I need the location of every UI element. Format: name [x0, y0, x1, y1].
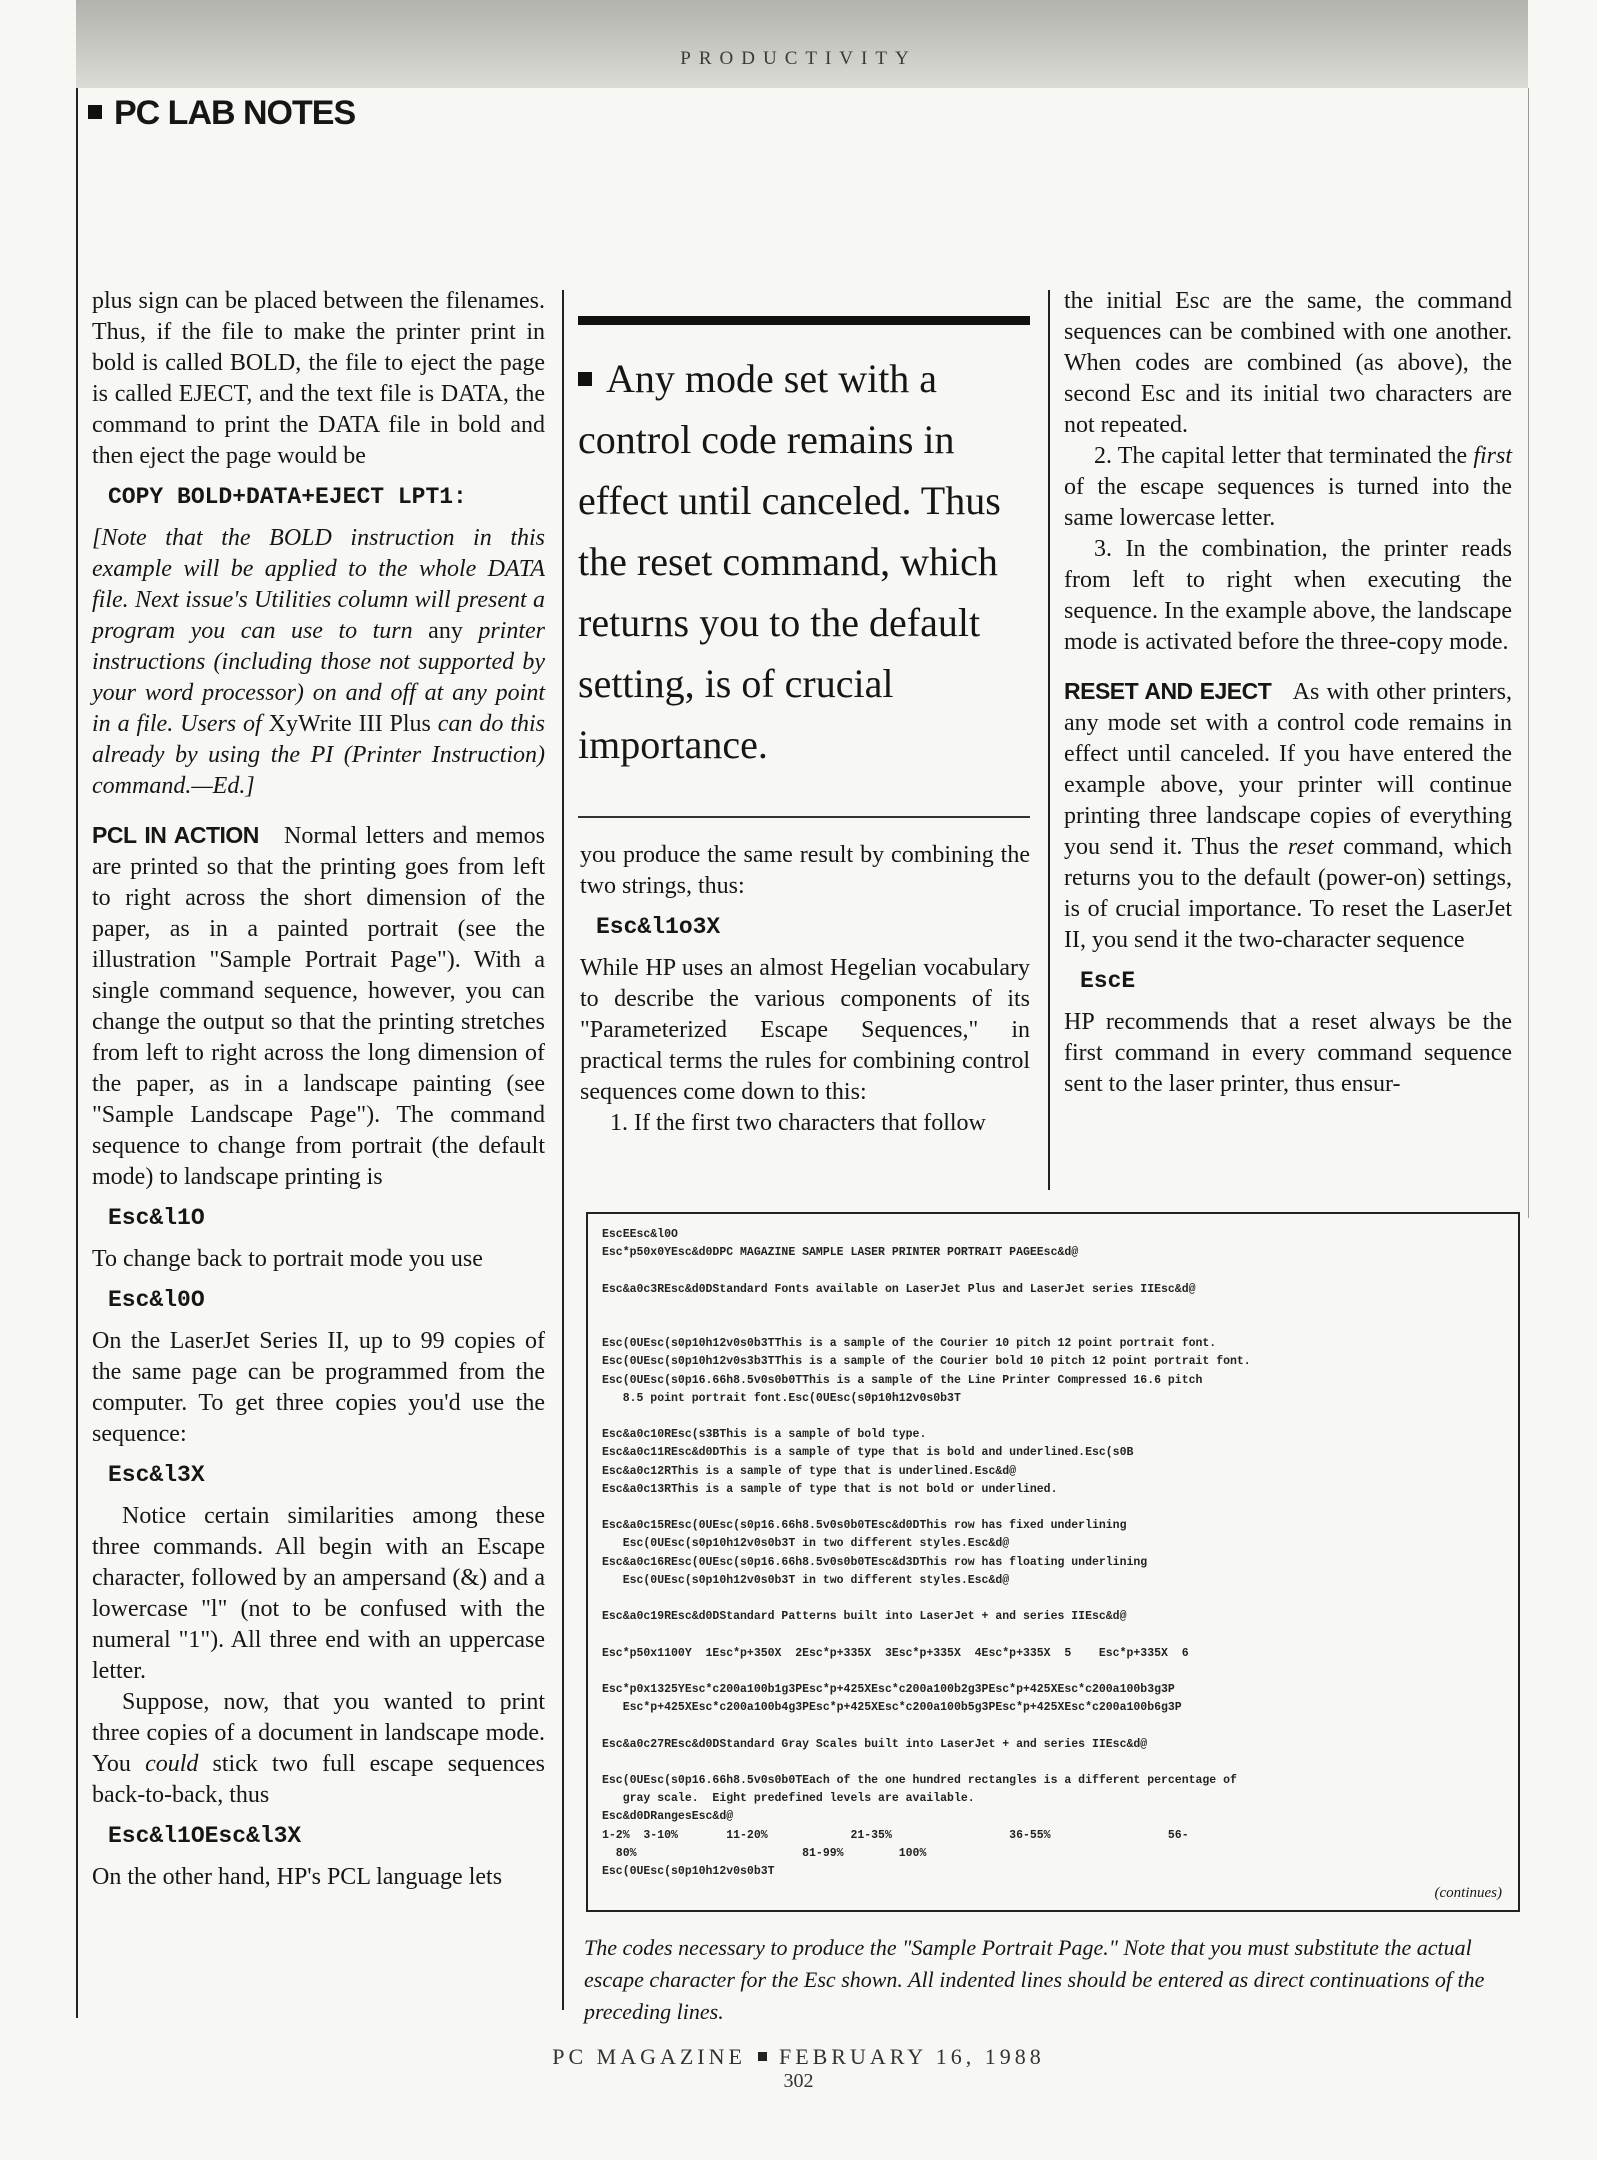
continues-label: (continues) — [1434, 1885, 1502, 1901]
code-listing-line: Esc&d0DRangesEsc&d@ — [602, 1810, 734, 1824]
pullquote-text: Any mode set with a control code remains in effect until canceled. Thus the reset command, which returns you to the default setting, is of crucial importance. — [578, 356, 1001, 767]
code-listing-line: Esc(0UEsc(s0p10h12v0s0b3T in two different styles.Esc&d@ — [602, 1573, 1010, 1587]
paragraph: you produce the same result by combining the two strings, thus: — [580, 842, 1030, 899]
code-listing-line: 1-2% 3-10% 11-20% 21-35% 36-55% 56- — [602, 1828, 1189, 1842]
left-margin-rule — [76, 88, 78, 2018]
paragraph: 3. In the combination, the printer reads from left to right when executing the sequence. In the example above, the landscape mode is activated before the three-copy mode. — [1064, 536, 1512, 655]
magazine-name: PC MAGAZINE — [552, 2044, 746, 2069]
paragraph: plus sign can be placed between the filenames. Thus, if the file to make the printer print in bold is called BOLD, the file to eject the page is called EJECT, and the text file is DATA, the command to print the DATA file in bold and then eject the page would be — [92, 288, 545, 469]
code-sample: Esc&l1OEsc&l3X — [108, 1823, 302, 1849]
code-listing-line: Esc(0UEsc(s0p10h12v0s3b3TThis is a sample of the Courier bold 10 pitch 12 point portrait font. — [602, 1355, 1251, 1369]
article-column-2 — [580, 840, 1030, 1139]
code-listing-line: Esc&a0c15REsc(0UEsc(s0p16.66h8.5v0s0b0TEsc&d0DThis row has fixed underlining — [602, 1519, 1127, 1533]
code-listing-figure — [586, 1212, 1520, 1912]
page-number: 302 — [783, 2070, 814, 2092]
editor-note: [Note that the BOLD instruction in this example will be applied to the whole DATA file. Next issue's Utilities column will present a program you can use to turn any printer instructions (including those not supported by your word processor) on and off at any point in a file. Users of XyWrite III Plus can do this already by using the PI (Printer Instruction) command.—Ed.] — [92, 525, 546, 799]
paragraph: HP recommends that a reset always be the first command in every command sequence sent to the laser printer, thus ensur- — [1064, 1009, 1512, 1097]
code-listing — [602, 1228, 1506, 1888]
paragraph: 2. The capital letter that terminated the first of the escape sequences is turned into the same lowercase letter. — [1064, 443, 1513, 531]
code-sample: EscE — [1080, 968, 1136, 994]
code-sample: Esc&l3X — [108, 1462, 205, 1488]
paragraph: the initial Esc are the same, the command sequences can be combined with one another. When codes are combined (as above), the second Esc and its initial two characters are not repeated. — [1064, 288, 1512, 438]
bullet-square-icon — [758, 2052, 767, 2061]
code-listing-line: Esc*p0x1325YEsc*c200a100b1g3PEsc*p+425XEsc*c200a100b2g3PEsc*p+425XEsc*c200a100b3g3P — [602, 1683, 1175, 1696]
column-divider-2 — [1048, 290, 1050, 1190]
right-margin-rule — [1528, 88, 1529, 1218]
code-sample: COPY BOLD+DATA+EJECT LPT1: — [108, 484, 467, 510]
code-listing-line: Esc(0UEsc(s0p16.66h8.5v0s0b0TThis is a sample of the Line Printer Compressed 16.6 pitch — [602, 1373, 1203, 1387]
figure-caption: The codes necessary to produce the "Sample Portrait Page." Note that you must substitute the actual escape character for the Esc shown. All indented lines should be entered as direct continuations of the preceding lines. — [584, 1935, 1485, 2024]
page-footer — [0, 2044, 1597, 2070]
code-listing-line: gray scale. Eight predefined levels are available. — [602, 1792, 975, 1806]
paragraph: To change back to portrait mode you use — [92, 1246, 483, 1272]
section-heading: PCL IN ACTION — [92, 822, 259, 848]
bullet-square-icon — [578, 372, 592, 386]
code-listing-line: Esc&a0c16REsc(0UEsc(s0p16.66h8.5v0s0b0TEsc&d3DThis row has floating underlining — [602, 1555, 1148, 1569]
code-listing-line: Esc(0UEsc(s0p10h12v0s0b3TThis is a sample of the Courier 10 pitch 12 point portrait font. — [602, 1337, 1217, 1351]
bullet-square-icon — [88, 105, 102, 119]
paragraph: On the other hand, HP's PCL language lets — [92, 1864, 503, 1890]
code-listing-line: Esc(0UEsc(s0p10h12v0s0b3T in two different styles.Esc&d@ — [602, 1537, 1010, 1551]
code-listing-line: Esc*p50x1100Y 1Esc*p+350X 2Esc*p+335X 3Esc*p+335X 4Esc*p+335X 5 Esc*p+335X 6 — [602, 1646, 1189, 1660]
paragraph: While HP uses an almost Hegelian vocabulary to describe the various components of its "Parameterized Escape Sequences," in practical terms the rules for combining control sequences come down to this: — [580, 955, 1030, 1105]
pullquote-rule-bottom — [578, 816, 1030, 818]
code-sample: Esc&l1o3X — [596, 914, 721, 940]
column-title — [88, 94, 355, 133]
code-listing-line: Esc&a0c10REsc(s3BThis is a sample of bold type. — [602, 1428, 927, 1442]
code-listing-line: Esc(0UEsc(s0p10h12v0s0b3T — [602, 1865, 775, 1878]
code-listing-line: Esc(0UEsc(s0p16.66h8.5v0s0b0TEach of the one hundred rectangles is a different percentage of — [602, 1774, 1237, 1787]
section-label: PRODUCTIVITY — [680, 48, 917, 69]
code-listing-line: Esc*p50x0YEsc&d0DPC MAGAZINE SAMPLE LASER PRINTER PORTRAIT PAGEEsc&d@ — [602, 1246, 1079, 1260]
pullquote — [578, 348, 1030, 775]
code-listing-line: 80% 81-99% 100% — [602, 1846, 927, 1860]
column-divider-1 — [562, 290, 564, 2010]
paragraph: On the LaserJet Series II, up to 99 copies of the same page can be programmed from the computer. To get three copies you'd use the sequence: — [92, 1328, 545, 1447]
code-listing-line: Esc&a0c12RThis is a sample of type that is underlined.Esc&d@ — [602, 1464, 1017, 1478]
code-listing-line: Esc&a0c3REsc&d0DStandard Fonts available on LaserJet Plus and LaserJet series IIEsc&d@ — [602, 1282, 1196, 1296]
paragraph: Suppose, now, that you wanted to print three copies of a document in landscape mode. You could stick two full escape sequences back-to-back, thus — [92, 1689, 545, 1808]
code-listing-line: Esc&a0c13RThis is a sample of type that is not bold or underlined. — [602, 1482, 1058, 1496]
code-listing-line: Esc&a0c19REsc&d0DStandard Patterns built into LaserJet + and series IIEsc&d@ — [602, 1610, 1127, 1624]
issue-date: FEBRUARY 16, 1988 — [778, 2044, 1045, 2069]
code-listing-line: Esc&a0c27REsc&d0DStandard Gray Scales built into LaserJet + and series IIEsc&d@ — [602, 1737, 1148, 1751]
code-listing-line: EscEEsc&l0O — [602, 1228, 678, 1241]
section-heading: RESET AND EJECT — [1064, 678, 1272, 704]
paragraph: Notice certain similarities among these three commands. All begin with an Escape character, followed by an ampersand (&) and a lowercase "l" (not to be confused with the numeral "1"). All three end with an uppercase letter. — [92, 1503, 545, 1684]
paragraph: RESET AND EJECT As with other printers, any mode set with a control code remains in effect until canceled. If you have entered the example above, your printer will continue printing three landscape copies of everything you send it. Thus the reset command, which returns you to the default (power-on) settings, is of crucial importance. To reset the LaserJet II, you send it the two-character sequence — [1064, 678, 1512, 953]
code-listing-line: Esc&a0c11REsc&d0DThis is a sample of type that is bold and underlined.Esc(s0B — [602, 1446, 1134, 1460]
paragraph: 1. If the first two characters that follow — [610, 1110, 986, 1136]
code-sample: Esc&l1O — [108, 1205, 205, 1231]
column-title-text: PC LAB NOTES — [114, 94, 356, 132]
article-column-3 — [1064, 286, 1512, 1100]
code-listing-line: 8.5 point portrait font.Esc(0UEsc(s0p10h12v0s0b3T — [602, 1391, 961, 1405]
code-sample: Esc&l0O — [108, 1287, 205, 1313]
header-band — [76, 0, 1528, 88]
pullquote-rule-top — [578, 316, 1030, 325]
article-column-1 — [92, 286, 545, 1893]
paragraph: PCL IN ACTION Normal letters and memos are printed so that the printing goes from left to right across the short dimension of the paper, as in a painted portrait (see the illustration "Sample Portrait Page"). With a single command sequence, however, you can change the output so that the printing stretches from left to right across the long dimension of the paper, as in a landscape painting (see "Sample Landscape Page"). The command sequence to change from portrait (the default mode) to landscape printing is — [92, 822, 546, 1190]
code-listing-line: Esc*p+425XEsc*c200a100b4g3PEsc*p+425XEsc*c200a100b5g3PEsc*p+425XEsc*c200a100b6g3P — [602, 1701, 1182, 1715]
